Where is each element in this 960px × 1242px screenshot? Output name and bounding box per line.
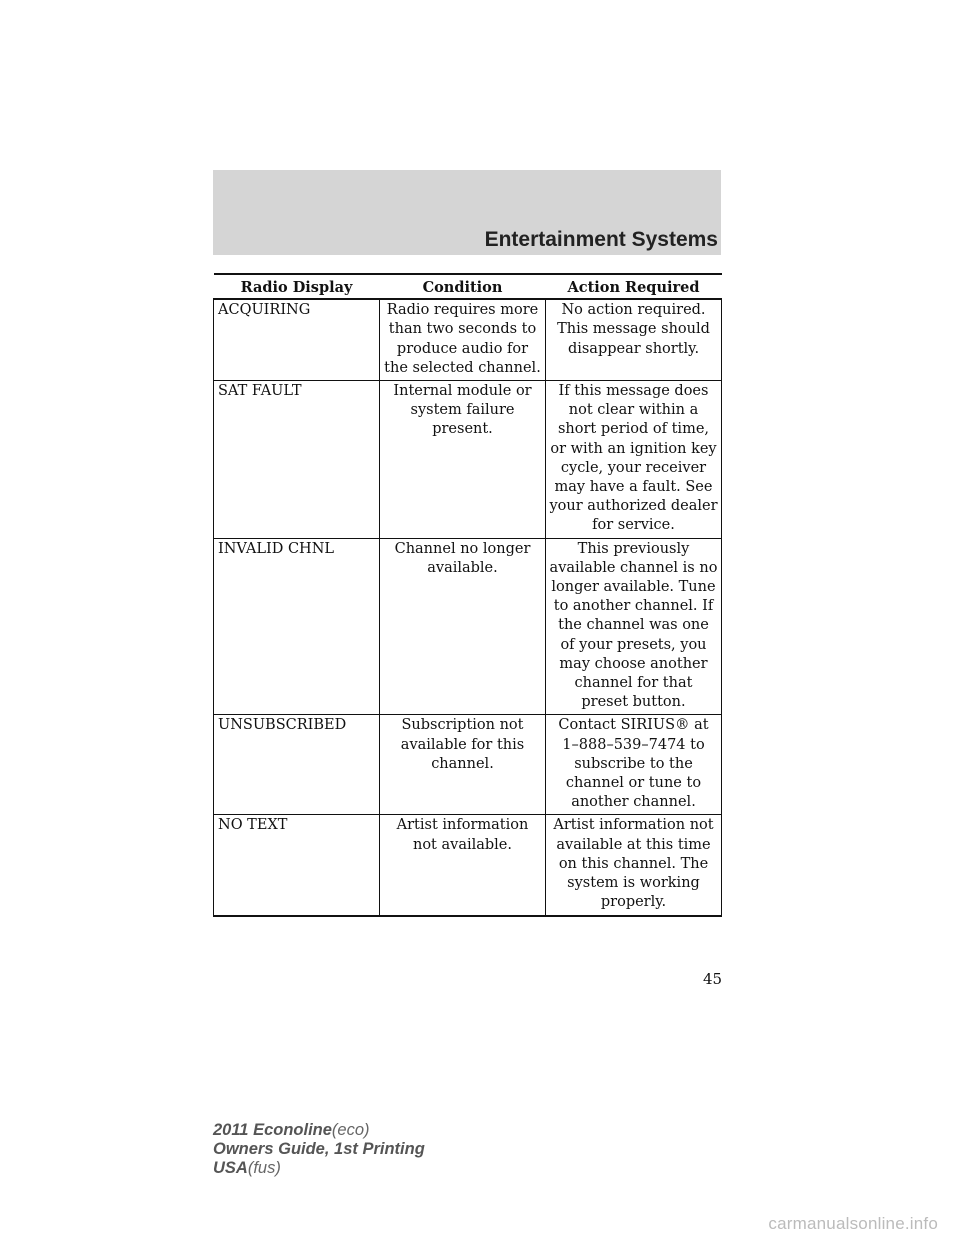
condition-cell: Radio requires more than two seconds to produce audio for the selected channel. — [380, 299, 546, 380]
condition-cell: Internal module or system failure present. — [380, 381, 546, 539]
watermark: carmanualsonline.info — [768, 1214, 938, 1233]
footer-market-code: (fus) — [247, 1159, 281, 1177]
radio-display-cell: NO TEXT — [214, 815, 380, 916]
action-cell: This previously available channel is no longer available. Tune to another channel. If the channel was one of your presets, you may choose another channel for that preset button. — [546, 538, 722, 715]
column-header-radio-display: Radio Display — [214, 274, 380, 299]
action-cell: No action required. This message should disappear shortly. — [546, 299, 722, 380]
column-header-condition: Condition — [380, 274, 546, 299]
action-cell: If this message does not clear within a short period of time, or with an ignition key cycle, your receiver may have a fault. See your authorized dealer for service. — [546, 381, 722, 539]
table-row — [214, 381, 722, 539]
footer-market: USA — [213, 1159, 248, 1177]
radio-display-cell: UNSUBSCRIBED — [214, 715, 380, 815]
section-title: Entertainment Systems — [484, 228, 718, 251]
radio-display-cell: INVALID CHNL — [214, 538, 380, 715]
radio-display-cell: SAT FAULT — [214, 381, 380, 539]
table-header-row — [214, 274, 722, 299]
radio-messages-table — [213, 273, 722, 917]
document-footer — [213, 1121, 425, 1178]
footer-edition: Owners Guide, 1st Printing — [213, 1140, 425, 1158]
table-row — [214, 299, 722, 380]
footer-model-name: 2011 Econoline — [213, 1121, 332, 1139]
footer-line-model — [213, 1121, 425, 1140]
radio-display-cell: ACQUIRING — [214, 299, 380, 380]
page-number: 45 — [703, 970, 723, 988]
table-row — [214, 538, 722, 715]
condition-cell: Subscription not available for this channel. — [380, 715, 546, 815]
condition-cell: Artist information not available. — [380, 815, 546, 916]
column-header-action-required: Action Required — [546, 274, 722, 299]
condition-cell: Channel no longer available. — [380, 538, 546, 715]
table-row — [214, 715, 722, 815]
action-cell: Contact SIRIUS® at 1–888–539–7474 to subscribe to the channel or tune to another channel. — [546, 715, 722, 815]
footer-line-market — [213, 1159, 425, 1178]
footer-line-edition — [213, 1140, 425, 1159]
footer-model-code: (eco) — [331, 1121, 370, 1139]
table-row — [214, 815, 722, 916]
action-cell: Artist information not available at this time on this channel. The system is working properly. — [546, 815, 722, 916]
